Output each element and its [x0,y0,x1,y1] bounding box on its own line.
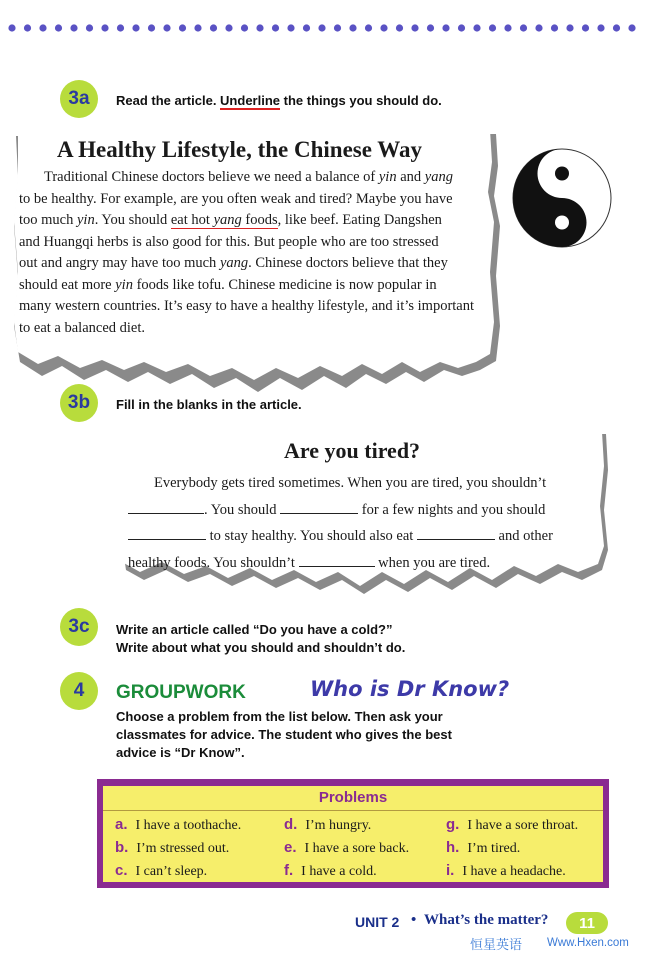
exercise-badge-3c: 3c [60,608,98,646]
fill-blank[interactable] [128,513,204,514]
article-body [19,167,481,339]
item-text: I have a cold. [301,864,377,879]
text: out and angry may have too much [19,255,220,271]
problem-item [446,816,578,834]
who-is-dr-know-title: Who is Dr Know? [310,677,510,701]
border-dot [427,24,434,31]
problem-item [284,862,377,880]
dotted-border [0,18,650,38]
border-dot [163,24,170,31]
article2-title: Are you tired? [284,438,421,463]
item-letter: c. [115,862,128,879]
border-dot [210,24,217,31]
item-letter: b. [115,839,129,856]
text: healthy foods. You shouldn’t [128,554,299,571]
border-dot [287,24,294,31]
article-title: A Healthy Lifestyle, the Chinese Way [57,137,423,162]
border-dot [272,24,279,31]
problem-item [284,816,371,834]
instruction-3a [116,93,442,108]
text: to eat a balanced diet. [19,319,146,336]
item-letter: a. [115,816,128,833]
border-dot [24,24,31,31]
border-dot [256,24,263,31]
item-letter: d. [284,816,298,833]
text: Traditional Chinese doctors believe we need a balance of [44,169,379,185]
instruction-4-line1: Choose a problem from the list below. Then ask your [116,709,443,724]
instruction-3b: Fill in the blanks in the article. [116,397,302,412]
text: Everybody gets tired sometimes. When you are tired, you shouldn’t [154,475,547,491]
text: when you are tired. [374,554,491,571]
border-dot [380,24,387,31]
instruction-text: Read the article. [116,93,221,108]
border-dot [628,24,635,31]
text: yin [115,276,133,293]
text: yin [77,212,95,228]
footer-title: What’s the matter? [424,912,549,928]
text: too much [19,212,77,228]
border-dot [225,24,232,31]
border-dot [582,24,589,31]
border-dot [566,24,573,31]
border-dot [303,24,310,31]
text: should eat more [19,276,116,293]
fill-blank[interactable] [299,566,375,567]
text: many western countries. It’s easy to have a healthy lifestyle, and it’s important [19,298,475,314]
item-letter: g. [446,816,460,833]
divider [103,810,603,811]
item-text: I’m tired. [467,841,521,856]
problem-item [446,862,566,880]
instruction-3c-line2: Write about what you should and shouldn’t do. [116,640,406,655]
border-dot [396,24,403,31]
item-letter: f. [284,862,294,879]
border-dot [520,24,527,31]
problem-item [115,839,229,857]
border-dot [489,24,496,31]
border-dot [504,24,511,31]
problem-item [284,839,409,857]
item-text: I’m hungry. [305,818,372,833]
border-dot [148,24,155,31]
item-text: I can’t sleep. [135,864,208,879]
text: and [396,169,425,185]
item-letter: i. [446,862,455,879]
instruction-underline-word: Underline [220,93,281,108]
border-dot [132,24,139,31]
border-dot [117,24,124,31]
text: yang [213,212,242,228]
border-dot [55,24,62,31]
border-dot [365,24,372,31]
border-dot [70,24,77,31]
item-text: I have a sore back. [304,841,410,856]
instruction-text: the things you should do. [280,93,442,108]
border-dot [597,24,604,31]
watermark-logo-text: 恒星英语 [470,938,523,953]
instruction-3c-line1: Write an article called “Do you have a cold?” [116,622,393,637]
footer-unit: UNIT 2 [355,914,400,930]
border-dot [334,24,341,31]
groupwork-label: GROUPWORK [116,682,246,703]
text: to stay healthy. You should also eat [206,528,417,544]
article2-body [128,470,598,576]
border-dot [442,24,449,31]
problems-heading: Problems [318,789,388,806]
border-dot [241,24,248,31]
problem-item [446,839,520,857]
instruction-4-line2: classmates for advice. The student who gives the best [116,727,452,742]
item-text: I have a toothache. [135,818,242,833]
border-dot [458,24,465,31]
border-dot [613,24,620,31]
yin-yang-icon [510,146,614,250]
text: to be healthy. For example, are you often weak and tired? Maybe you have [19,190,453,207]
text: and Huangqi herbs is also good for this. But people who are too stressed [19,233,439,250]
exercise-badge-3a: 3a [60,80,98,118]
fill-blank[interactable] [128,539,206,540]
fill-blank[interactable] [280,513,358,514]
text: and other [494,528,553,544]
border-dot [179,24,186,31]
border-dot [101,24,108,31]
border-dot [473,24,480,31]
border-dot [349,24,356,31]
text: yin [378,169,397,185]
item-text: I have a headache. [462,864,566,879]
exercise-badge-4: 4 [60,672,98,710]
border-dot [411,24,418,31]
border-dot [318,24,325,31]
text: . You should [204,501,281,518]
border-dot [551,24,558,31]
text: for a few nights and you should [358,501,546,518]
text: eat hot [170,212,214,228]
text: foods like tofu. Chinese medicine is now popular in [132,276,437,293]
text: yang [424,169,453,185]
text: foods [241,212,278,228]
problem-item [115,816,241,834]
footer-bullet: • [411,912,417,928]
text: . Chinese doctors believe that they [248,255,448,271]
border-dot [535,24,542,31]
exercise-badge-3b: 3b [60,384,98,422]
border-dot [8,24,15,31]
page-number: 11 [566,912,608,934]
watermark-url: Www.Hxen.com [547,937,629,949]
instruction-4-line3: advice is “Dr Know”. [116,745,245,760]
border-dot [39,24,46,31]
item-letter: e. [284,839,297,856]
text: yang [219,255,249,271]
fill-blank[interactable] [417,539,495,540]
problem-item [115,862,207,880]
text: , like beef. Eating Dangshen [277,212,442,228]
item-text: I have a sore throat. [467,818,579,833]
border-dot [194,24,201,31]
underlined-phrase [171,212,278,229]
item-letter: h. [446,839,460,856]
text: . You should [94,212,171,228]
item-text: I’m stressed out. [136,841,230,856]
border-dot [86,24,93,31]
